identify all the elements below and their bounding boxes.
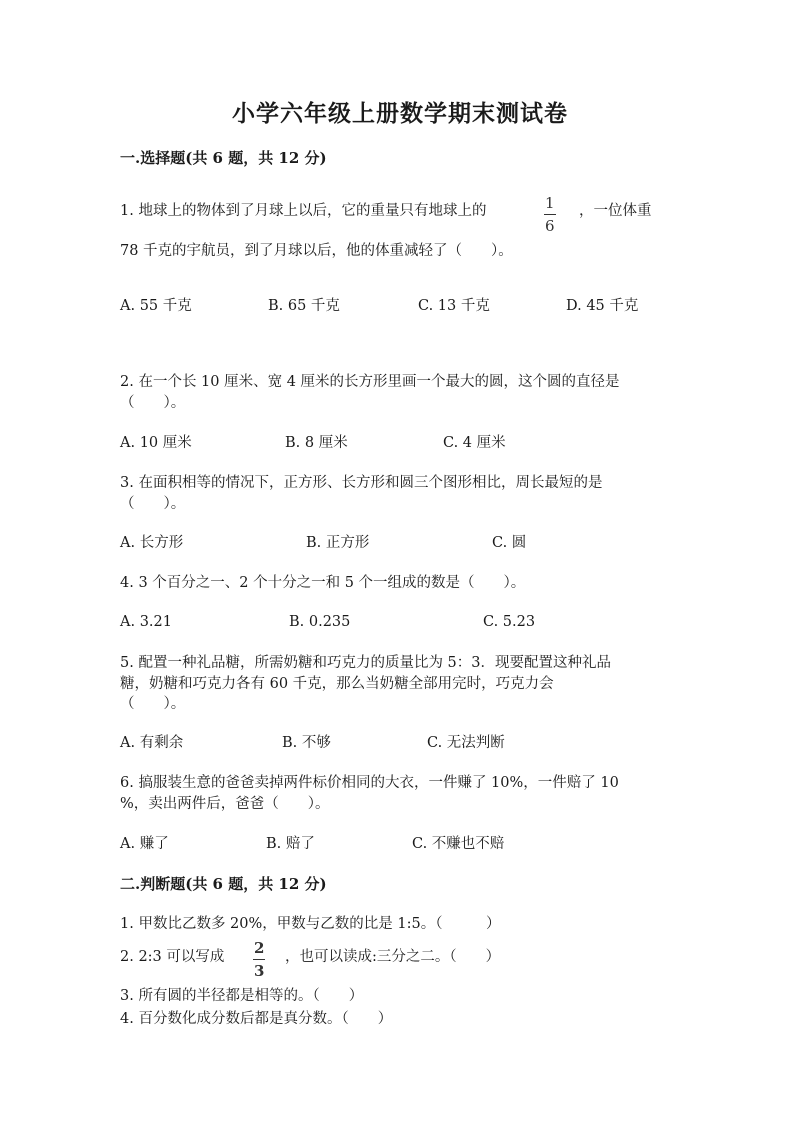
question-5-line-3: （ ）。 (120, 696, 186, 712)
question-3-line-1: 3. 在面积相等的情况下，正方形、长方形和圆三个图形相比，周长最短的是 (120, 475, 603, 491)
question-2-line-1: 2. 在一个长 10 厘米、宽 4 厘米的长方形里画一个最大的圆，这个圆的直径是 (120, 374, 620, 390)
question-5-line-2: 糖，奶糖和巧克力各有 60 千克，那么当奶糖全部用完时，巧克力会 (120, 676, 554, 692)
question-2-line-2: （ ）。 (120, 395, 186, 411)
fraction-bar (253, 959, 265, 960)
judgement-2-text: 2. 2:3 可以写成 (120, 949, 225, 965)
question-2-option-b[interactable]: B. 8 厘米 (285, 435, 348, 451)
judgement-3: 3. 所有圆的半径都是相等的。（ ） (120, 988, 364, 1004)
fraction-two-thirds (252, 941, 266, 979)
question-6-option-a[interactable]: A. 赚了 (120, 836, 169, 852)
question-4-line-1: 4. 3 个百分之一、2 个十分之一和 5 个一组成的数是（ ）。 (120, 575, 526, 591)
question-4-option-b[interactable]: B. 0.235 (289, 614, 351, 630)
fraction-bar (544, 214, 556, 215)
section-heading-choice: 一.选择题(共 6 题，共 12 分) (120, 149, 327, 167)
question-6-option-b[interactable]: B. 赔了 (266, 836, 315, 852)
question-1-option-d[interactable]: D. 45 千克 (566, 298, 639, 314)
question-3-option-b[interactable]: B. 正方形 (306, 535, 370, 551)
question-1-option-c[interactable]: C. 13 千克 (418, 298, 490, 314)
question-5-option-b[interactable]: B. 不够 (282, 735, 331, 751)
question-1-line-1: 1. 地球上的物体到了月球上以后，它的重量只有地球上的 (120, 203, 487, 219)
judgement-2-text-end: ，也可以读成:三分之二。（ ） (285, 949, 501, 965)
fraction-numerator: 1 (545, 194, 555, 212)
fraction-one-sixth (543, 196, 557, 234)
page-title: 小学六年级上册数学期末测试卷 (232, 100, 568, 127)
judgement-4: 4. 百分数化成分数后都是真分数。（ ） (120, 1011, 393, 1027)
question-1-option-a[interactable]: A. 55 千克 (120, 298, 192, 314)
question-5-line-1: 5. 配置一种礼品糖，所需奶糖和巧克力的质量比为 5：3．现要配置这种礼品 (120, 655, 612, 671)
section-heading-judgement: 二.判断题(共 6 题，共 12 分) (120, 875, 327, 893)
question-4-option-c[interactable]: C. 5.23 (483, 614, 536, 630)
fraction-denominator: 6 (545, 217, 555, 235)
question-1-line-1-end: ，一位体重 (579, 203, 652, 219)
question-1-option-b[interactable]: B. 65 千克 (268, 298, 340, 314)
judgement-1: 1. 甲数比乙数多 20%，甲数与乙数的比是 1:5。（ ） (120, 916, 501, 932)
question-6-line-2: %，卖出两件后，爸爸（ ）。 (120, 796, 330, 812)
question-6-option-c[interactable]: C. 不赚也不赔 (412, 836, 505, 852)
question-3-option-c[interactable]: C. 圆 (492, 535, 527, 551)
question-5-option-c[interactable]: C. 无法判断 (427, 735, 505, 751)
question-4-option-a[interactable]: A. 3.21 (120, 614, 172, 630)
question-3-option-a[interactable]: A. 长方形 (120, 535, 184, 551)
question-1-line-2: 78 千克的宇航员，到了月球以后，他的体重减轻了（ ）。 (120, 243, 513, 259)
fraction-denominator: 3 (254, 962, 265, 980)
question-2-option-c[interactable]: C. 4 厘米 (443, 435, 506, 451)
fraction-numerator: 2 (254, 939, 265, 957)
question-6-line-1: 6. 搞服装生意的爸爸卖掉两件标价相同的大衣，一件赚了 10%，一件赔了 10 (120, 775, 619, 791)
question-2-option-a[interactable]: A. 10 厘米 (120, 435, 192, 451)
question-5-option-a[interactable]: A. 有剩余 (120, 735, 184, 751)
question-3-line-2: （ ）。 (120, 496, 186, 512)
